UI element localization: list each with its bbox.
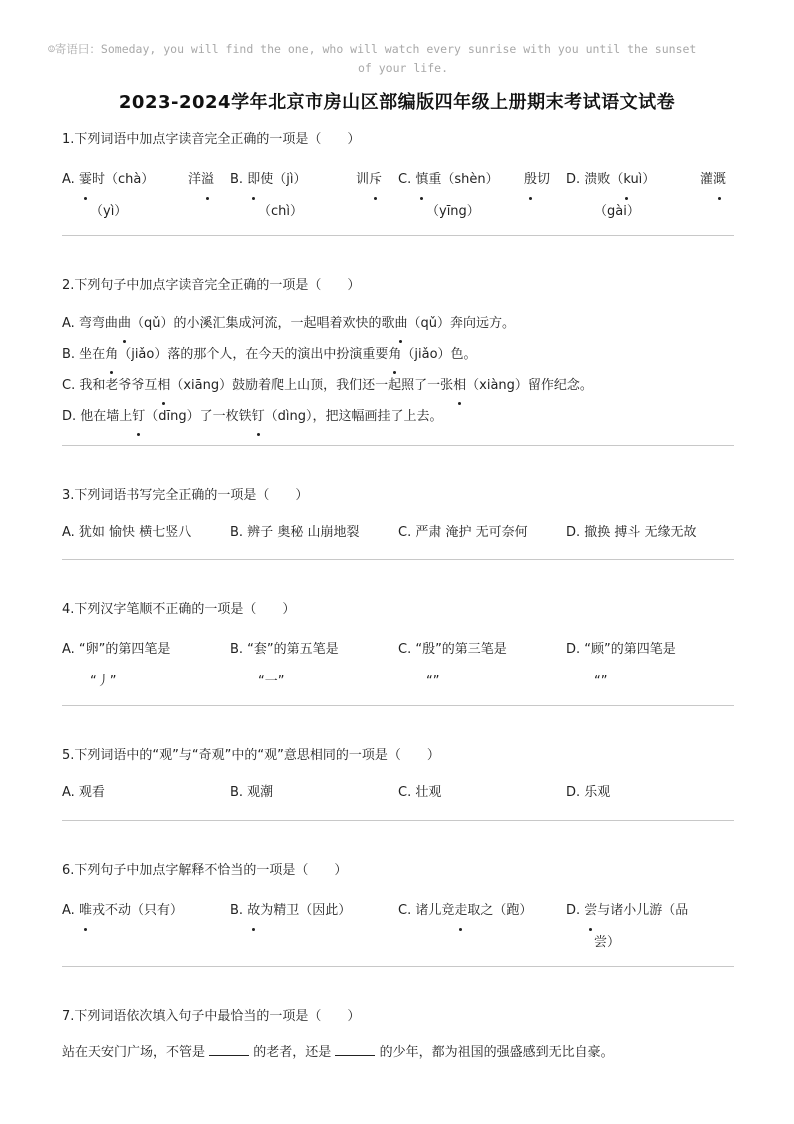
divider: [62, 559, 734, 560]
option-b: B. 坐在角（jiǎo）落的那个人，在今天的演出中扮演重要角（jiǎo）色。: [62, 339, 734, 370]
question-4: [62, 600, 734, 698]
page-title: 2023-2024学年北京市房山区部编版四年级上册期末考试语文试卷: [118, 92, 676, 113]
option-a: A. 唯戎不动（只有）: [62, 895, 222, 927]
divider: [62, 235, 734, 236]
option-a: A. 弯弯曲曲（qǔ）的小溪汇集成河流，一起唱着欢快的歌曲（qǔ）奔向远方。: [62, 308, 734, 339]
question-stem: 5.下列词语中的“观”与“奇观”中的“观”意思相同的一项是（ ）: [62, 748, 440, 763]
option-d: D. 溃败（kuì） 灌溉 （gài）: [566, 164, 726, 228]
question-stem: 1.下列词语中加点字读音完全正确的一项是（ ）: [62, 132, 361, 147]
option-c: C. “殷”的第三笔是 “”: [398, 642, 507, 689]
option-d: D. “顾”的第四笔是 “”: [566, 642, 676, 689]
question-stem: 2.下列句子中加点字读音完全正确的一项是（ ）: [62, 278, 361, 293]
options: [62, 518, 734, 548]
dotted-char: 角: [388, 339, 401, 370]
options: [62, 895, 734, 959]
question-1: [62, 130, 734, 228]
dotted-char: 钉: [132, 401, 145, 432]
divider: [62, 445, 734, 446]
question-stem: 3.下列词语书写完全正确的一项是（ ）: [62, 488, 309, 503]
option-a: A. “卵”的第四笔是 “丿”: [62, 642, 171, 689]
dotted-char: 唯: [79, 895, 92, 927]
options: [62, 778, 734, 808]
dotted-char: 曲: [118, 308, 131, 339]
dotted-char: 角: [105, 339, 118, 370]
dotted-char: 钉: [252, 401, 265, 432]
option-c: C. 诸儿竞走取之（跑）: [398, 895, 558, 927]
question-6: [62, 861, 734, 959]
option-b: B. 即使（jì） 训斥 （chì）: [230, 164, 390, 228]
question-7: [62, 1007, 734, 1068]
dotted-char: 即: [247, 164, 260, 196]
motto-line-1: ☺寄语曰：Someday, you will find the one, who will watch every sunrise with you until the sunset: [48, 42, 697, 56]
options: [62, 164, 734, 228]
option-b: B. 故为精卫（因此）: [230, 895, 390, 927]
option-a: A. 观看: [62, 785, 105, 800]
dotted-char: 斥: [369, 164, 382, 196]
divider: [62, 966, 734, 967]
dotted-char: 溢: [201, 164, 214, 196]
dotted-char: 相: [157, 370, 170, 401]
option-d: D. 撤换 搏斗 无缘无故: [566, 525, 697, 540]
option-d: D. 尝与诸小儿游（品 尝）: [566, 895, 726, 959]
option-b: B. 辨子 奥秘 山崩地裂: [230, 525, 360, 540]
options: [62, 634, 734, 698]
option-b: B. “套”的第五笔是 “一”: [230, 642, 339, 689]
question-stem: 7.下列词语依次填入句子中最恰当的一项是（ ）: [62, 1009, 361, 1024]
motto-line-2: of your life.: [357, 61, 448, 75]
option-c: C. 壮观: [398, 785, 442, 800]
question-sentence: 站在天安门广场，不管是 的老者，还是 的少年，都为祖国的强盛感到无比自豪。: [62, 1045, 614, 1060]
question-5: [62, 746, 734, 808]
dotted-char: 溉: [713, 164, 726, 196]
option-c: C. 慎重（shèn） 殷切 （yīng）: [398, 164, 558, 228]
fill-blank-2[interactable]: [335, 1043, 375, 1056]
dotted-char: 尝: [584, 895, 597, 927]
divider: [62, 820, 734, 821]
question-stem: 6.下列句子中加点字解释不恰当的一项是（ ）: [62, 863, 348, 878]
option-d: D. 乐观: [566, 785, 611, 800]
option-c: C. 严肃 淹护 无可奈何: [398, 525, 528, 540]
option-d: D. 他在墙上钉（dīng）了一枚铁钉（dìng），把这幅画挂了上去。: [62, 401, 734, 432]
dotted-char: 殷: [524, 164, 537, 196]
dotted-char: 霎: [79, 164, 92, 196]
dotted-char: 慎: [415, 164, 428, 196]
question-2: [62, 276, 734, 432]
fill-blank-1[interactable]: [209, 1043, 249, 1056]
divider: [62, 705, 734, 706]
option-a: A. 霎时（chà） 洋溢 （yì）: [62, 164, 222, 228]
question-stem: 4.下列汉字笔顺不正确的一项是（ ）: [62, 602, 296, 617]
option-c: C. 我和老爷爷互相（xiāng）鼓励着爬上山顶，我们还一起照了一张相（xiàng）留作纪念。: [62, 370, 734, 401]
option-b: B. 观潮: [230, 785, 274, 800]
dotted-char: 败（kuì）: [597, 164, 655, 196]
question-3: [62, 486, 734, 548]
dotted-char: 曲: [394, 308, 407, 339]
motto-banner: [48, 40, 758, 78]
option-a: A. 犹如 愉快 横七竖八: [62, 525, 192, 540]
dotted-char: 故: [247, 895, 260, 927]
dotted-char: 相: [453, 370, 466, 401]
dotted-char: 走: [454, 895, 467, 927]
